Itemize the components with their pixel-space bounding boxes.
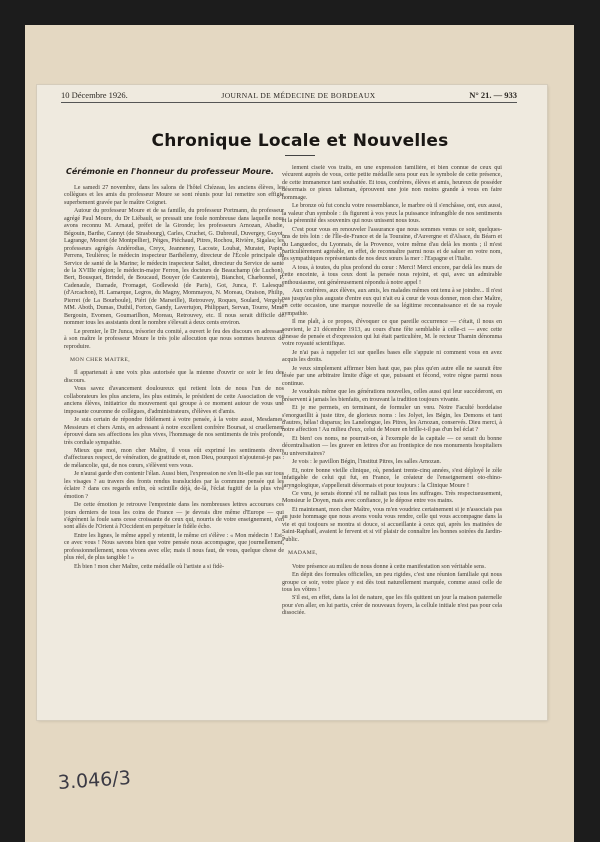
paragraph: En dépit des formules officielles, un peu rigides, c'est une réunion familiale qui nous groupe ce soir, votre place y est dès tout naturellement marquée, comme aussi celle de tous les vôtres ! bbox=[282, 572, 502, 594]
salutation-right: MADAME, bbox=[288, 550, 318, 557]
title-rule bbox=[285, 155, 315, 156]
paragraph: Aux confrères, aux élèves, aux amis, les malades mêmes ont tenu à se joindre... Il n'est pas jusqu'au plus auguste d'entre eux qui n'ait eu à cœur de vous donner, mon cher Maître, en cette occasion, une marque nouvelle de sa légitime reconnaissance et de sa royale sympathie. bbox=[282, 288, 502, 317]
paragraph: Il appartenait à une voix plus autorisée que la mienne d'ouvrir ce soir le feu des discours. bbox=[64, 370, 284, 384]
paragraph: Entre les lignes, le même appel y retentit, le même cri s'élève : « Mon médecin ! Est-ce avec vous ! Nous savons bien que votre pensée nous accompagne, que journellement, professionnellement, nous vivons avec elle; mais il nous faut, de vous, quelque chose de plus réel, de plus tangible ! » bbox=[64, 532, 284, 562]
paragraph: S'il est, en effet, dans la loi de nature, que les fils quittent un jour la maison paternelle pour s'en aller, en lui partis, créer de nouveaux foyers, la cellule initiale n'est pas pour cela dissociée. bbox=[282, 595, 502, 617]
paragraph: Eh bien ! mon cher Maître, cette médaille où l'artiste a si fidè- bbox=[74, 563, 225, 570]
page-number: N° 21. — 933 bbox=[469, 90, 517, 100]
paragraph: Il me plaît, à ce propos, d'évoquer ce que pareille occurrence — c'était, il nous en souvient, le 21 décembre 1913, au cours d'une fête semblable à celle-ci — avec cette finesse de pensée et d'expression qui lui était particulière, M. le recteur Thamin dénomma votre royauté scientifique. bbox=[282, 319, 502, 348]
paragraph: Votre présence au milieu de nous donne à cette manifestation son véritable sens. bbox=[292, 563, 486, 570]
paragraph: Mieux que moi, mon cher Maître, il vous eût exprimé les sentiments divers d'affectueux respect, de vénération, de gratitude et, mon Dieu, pourquoi n'ajouterai-je pas : de mélancolie, qui, de nos cœurs, s'élèvent vers vous. bbox=[64, 447, 284, 469]
paragraph: Autour du professeur Moure et de sa famille, du professeur Portmann, du professeur agrégé Paul Moure, du Dr Liébault, se pressait une foule nombreuse dans laquelle nous avons reconnu M. Arnaud, préfet de la Gironde; les professeurs Arnozan, Abadie, Bégouin, Barthe, Cannyt (de Strasbourg), Carles, Cruchet, G. Dubreuil, Duvergey, Guyot, Lagrange, Mouret (de Montpellier), Pétges, Piéchaud, Pitres, Rochou, Rivière, Sigalas; les professeurs agrégés Andérodias, Creyx, Jeanneney, Lacoste, Loubat, Muratet, Papin, Perrens, Teulières; le médecin inspecteur Barthélemy, directeur de l'École principale du Service de santé de la Marine; le médecin inspecteur Saltet, directeur du Service de santé de la XVIIIe région; le médecin-major Ferron, les docteurs de Beauchamp (de Luchon), Bert, Bousquet, Brindel, de Boucaud, Bouyer (de Cauterets), Bianchot, Charbonnel, P. Cadenaule, Damade, Fromaget, Godlewski (de Paris), Got, Junca, F. Lalesque (d'Arcachon), H. Lamarque, Legros, du Magny, Mommayou, N. Moreau, Oraison, Philip, Pierret (de La Bourboule), Piéri (de Marseille), Retrouvey, Roques, Soulard, Vergely; MM. Aboth, Dumas, Duthil, Forton, Gandy, Lavertujon, Philippart, Servan, Tourre, Mme Bergouin, Evomen, Goumarilhon, Moreau, Retrouvey, etc. Il nous serait difficile de nommer tous les assistants dont le nombre s'élevait à deux cents environ. bbox=[64, 208, 284, 327]
paragraph: Le premier, le Dr Junca, trésorier du comité, a ouvert le feu des discours en adressant à son maître le professeur Moure le très jolie allocution que nous sommes heureux de reproduire. bbox=[64, 328, 284, 350]
journal-name: JOURNAL DE MÉDECINE DE BORDEAUX bbox=[221, 90, 376, 100]
paragraph: Et maintenant, mon cher Maître, vous m'en voudriez certainement si je n'associais pas au juste hommage que nous avons voulu vous rendre, celle qui vous accompagne dans la vie et qui toujours se montra si douce, si accueillante à ceux qui, après les matinées de Saint-Raphaël, avaient le fervent et si vif plaisir de connaître les bonnes soirées du Jardin-Public. bbox=[282, 506, 502, 543]
paragraph: Je n'aurai garde d'en contenir l'élan. Aussi bien, l'expression ne s'en lit-elle pas sur tous les visages ? au travers des fronts rendus translucides par la commune pensée qui les éclaire ? dans ces regards enfin, où scintille déjà, de-là, l'éclat fugitif de la plus vive émotion ? bbox=[64, 471, 284, 500]
paragraph: A tous, à toutes, du plus profond du cœur : Merci! Merci encore, par delà les murs de cette enceinte, à tous ceux dont la pensée nous rejoint, et qui, avec un admirable enthousiasme, ont généreusement répondu à notre appel ! bbox=[282, 264, 502, 286]
paragraph: Et je me permets, en terminant, de formuler un vœu. Notre Faculté bordelaise s'enorgueillit à juste titre, de glorieux noms : les Jolyet, les Bégin, les Demons et tant d'autres, hélas! disparus; les Lanelongue, les Pitres, les Arnozan, conservés. Dieu merci, à notre affection ! Au milieu d'eux, celui de Moure en brille-t-il pas d'un bel éclat ? bbox=[282, 405, 502, 434]
paragraph: C'est pour vous en renouveler l'assurance que nous sommes venus ce soir, quelques-uns de très loin : de l'Île-de-France et de la Touraine, d'Auvergne et d'Alsace, du Béarn et du Languedoc, du Lyonnais, de la Provence, voire même d'au delà les monts ; il m'est particulièrement agréable, en effet, de reconnaître parmi nous et de saluer en votre nom, les sympathiques représentants de nos deux sœurs la mer : l'Espagne et l'Italie. bbox=[282, 226, 502, 263]
article-column-right bbox=[282, 165, 502, 710]
paragraph: Et, notre bonne vieille clinique, où, pendant trente-cinq années, s'est déployé le zèle infatigable de celui qui fut, en France, le créateur de l'enseignement oto-rhino-laryngologique, s'appellerait désormais et pour toujours : la Clinique Moure ! bbox=[282, 467, 502, 489]
paragraph: Je veux simplement affirmer bien haut que, pas plus qu'en autre elle ne saurait être lésée par une arbitraire limite d'âge et que, puissant et fécond, votre règne parmi nous continue. bbox=[282, 365, 502, 387]
article-subtitle: Cérémonie en l'honneur du professeur Moure. bbox=[66, 167, 274, 176]
paragraph: Le bronze où fut conclu votre ressemblance, le marbre où il s'enchâsse, ont, eux aussi, la valeur d'un symbole : ils figurent à vos yeux la puissance infrangible de nos sentiments et la pérennité des souvenirs qui nous unissent nous tous. bbox=[282, 203, 502, 225]
issue-date: 10 Décembre 1926. bbox=[61, 90, 128, 100]
paragraph: lement ciselé vos traits, en une expression familière, et bien connue de ceux qui vécurent auprès de vous, cette petite médaille sera pour eux le symbole de cette présence, de cette immanence tant souhaitée. Et tous, confrères, élèves et amis, heureux de posséder désormais ce pieux talisman, éprouvent une joie non moins grande à vous en faire hommage. bbox=[282, 165, 502, 201]
paragraph: Le samedi 27 novembre, dans les salons de l'hôtel Chézeau, les anciens élèves, les collègues et les amis du professeur Moure se sont réunis pour lui remettre son effigie superbement gravée par le maître Coignet. bbox=[64, 185, 284, 206]
page-title: Chronique Locale et Nouvelles bbox=[151, 131, 449, 151]
article-column-left bbox=[64, 165, 284, 710]
paragraph: Et bien! ces noms, ne pourrait-on, à l'exemple de la capitale — ce serait du bonne décentralisation — les graver en lettres d'or au frontispice de nos monuments hospitaliers ou universitaires? bbox=[282, 435, 502, 457]
right-closing bbox=[282, 564, 502, 618]
paragraph: Je vois : le pavillon Bégin, l'institut Pitres, les salles Arnozan. bbox=[292, 459, 442, 466]
handwritten-note: 3.046/3 bbox=[57, 766, 132, 794]
left-paragraphs bbox=[64, 185, 284, 351]
paragraph: Je suis certain de répondre fidèlement à votre pensée, à la votre aussi, Mesdames, Messieurs et chers Amis, en adressant à notre excellent confrère Boursat, si cruellement éprouvé dans ses affections les plus vives, l'hommage de nos sentiments de très profonde, très cordiale sympathie. bbox=[64, 417, 284, 446]
paragraph: Ce vœu, je serais étonné s'il ne ralliait pas tous les suffrages. Très respectueusement, Monsieur le Doyen, mais avec confiance, je le dépose entre vos mains. bbox=[282, 491, 502, 505]
paragraph: Vous savez d'avancement douloureux qui retient loin de nous l'un de nos collaborateurs les plus anciens, les plus estimés, le président de cette Association de vos anciens élèves, initiatrice du mouvement qui groupe à ce moment autour de vous une imposante couronne de collègues, d'administrateurs, d'élèves et d'amis. bbox=[64, 386, 284, 415]
paragraph: Je n'ai pas à rappeler ici sur quelles bases elle s'appuie ni comment vous en avez acquis les droits. bbox=[282, 349, 502, 364]
paragraph: De cette émotion je retrouve l'empreinte dans les nombreuses lettres accourues ces jours derniers de tous les coins de France — je devrais dire même d'Europe — qui s'égrènent la foule sans cesse croissante de ceux qui, nourris de votre enseignement, s'en sont allés de l'Orient à l'Occident en perpétuer le fidèle écho. bbox=[64, 502, 284, 531]
paragraph: Je voudrais même que les générations nouvelles, celles aussi qui leur succéderont, en préservent à jamais les bienfaits, en trouvant la tradition toujours vivante. bbox=[282, 389, 502, 403]
left-speech bbox=[64, 370, 284, 571]
right-paragraphs bbox=[282, 165, 502, 544]
running-head bbox=[61, 88, 517, 103]
salutation-left: MON CHER MAITRE, bbox=[70, 356, 131, 363]
